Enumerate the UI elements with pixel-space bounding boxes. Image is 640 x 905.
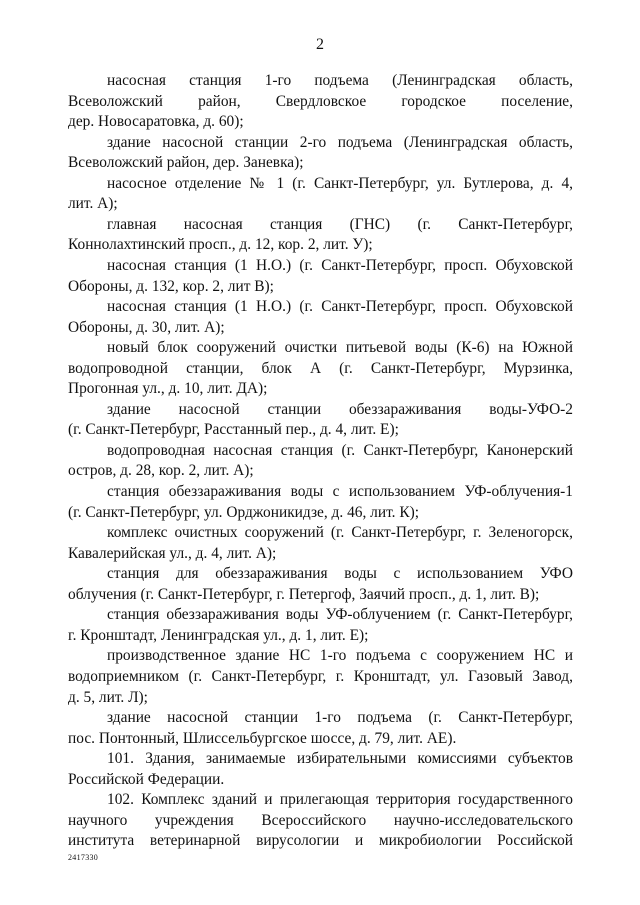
text-line: водоприемником (г. Санкт-Петербург, г. Кронштадт, ул. Газовый Завод, [68, 668, 573, 685]
text-line: Российской Федерации. [68, 771, 225, 788]
text-line: Кавалерийская ул., д. 4, лит. А); [68, 545, 277, 562]
text-line: 102. Комплекс зданий и прилегающая территория государственного [107, 791, 573, 808]
text-line: лит. А); [68, 195, 118, 212]
text-line: института ветеринарной вирусологии и микробиологии Российской [68, 832, 573, 849]
text-line: здание насосной станции 1-го подъема (г. Санкт-Петербург, [107, 709, 573, 726]
text-line: насосная станция (1 Н.О.) (г. Санкт-Петербург, просп. Обуховской [107, 257, 573, 274]
text-line: Обороны, д. 30, лит. А); [68, 319, 225, 336]
document-code: 2417330 [68, 853, 99, 862]
text-line: водопроводной станции, блок А (г. Санкт-Петербург, Мурзинка, [68, 360, 573, 377]
text-line: производственное здание НС 1-го подъема с сооружением НС и [107, 647, 573, 664]
text-line: Обороны, д. 132, кор. 2, лит В); [68, 278, 274, 295]
text-line: главная насосная станция (ГНС) (г. Санкт-Петербург, [107, 216, 573, 233]
text-line: 101. Здания, занимаемые избирательными комиссиями субъектов [107, 750, 573, 767]
text-line: станция обеззараживания воды УФ-облучением (г. Санкт-Петербург, [107, 606, 573, 623]
text-line: (г. Санкт-Петербург, ул. Орджоникидзе, д. 46, лит. К); [68, 504, 420, 521]
text-line: насосное отделение № 1 (г. Санкт-Петербург, ул. Бутлерова, д. 4, [107, 175, 573, 192]
text-line: Прогонная ул., д. 10, лит. ДА); [68, 380, 268, 397]
text-line: насосная станция (1 Н.О.) (г. Санкт-Петербург, просп. Обуховской [107, 298, 573, 315]
text-line: новый блок сооружений очистки питьевой воды (К-6) на Южной [107, 339, 573, 356]
text-line: (г. Санкт-Петербург, Расстанный пер., д. 4, лит. Е); [68, 421, 399, 438]
text-line: насосная станция 1-го подъема (Ленинградская область, [107, 72, 573, 89]
text-line: Всеволожский район, дер. Заневка); [68, 154, 304, 171]
text-line: здание насосной станции 2-го подъема (Ленинградская область, [107, 134, 573, 151]
text-line: комплекс очистных сооружений (г. Санкт-Петербург, г. Зеленогорск, [107, 524, 573, 541]
text-line: станция обеззараживания воды с использованием УФ-облучения-1 [107, 483, 573, 500]
text-line: водопроводная насосная станция (г. Санкт-Петербург, Канонерский [107, 442, 573, 459]
text-line: дер. Новосаратовка, д. 60); [68, 113, 244, 130]
text-line: пос. Понтонный, Шлиссельбургское шоссе, д. 79, лит. АЕ). [68, 730, 457, 747]
text-line: облучения (г. Санкт-Петербург, г. Петергоф, Заячий просп., д. 1, лит. В); [68, 586, 540, 603]
text-line: Всеволожский район, Свердловское городское поселение, [68, 93, 573, 110]
text-line: научного учреждения Всероссийского научно-исследовательского [68, 812, 573, 829]
text-line: здание насосной станции обеззараживания воды-УФО-2 [107, 401, 573, 418]
page-number: 2 [316, 36, 324, 53]
text-line: Коннолахтинский просп., д. 12, кор. 2, лит. У); [68, 236, 373, 253]
text-line: остров, д. 28, кор. 2, лит. А); [68, 462, 254, 479]
text-line: д. 5, лит. Л); [68, 689, 148, 706]
text-line: станция для обеззараживания воды с использованием УФО [107, 565, 573, 582]
text-line: г. Кронштадт, Ленинградская ул., д. 1, лит. Е); [68, 627, 369, 644]
